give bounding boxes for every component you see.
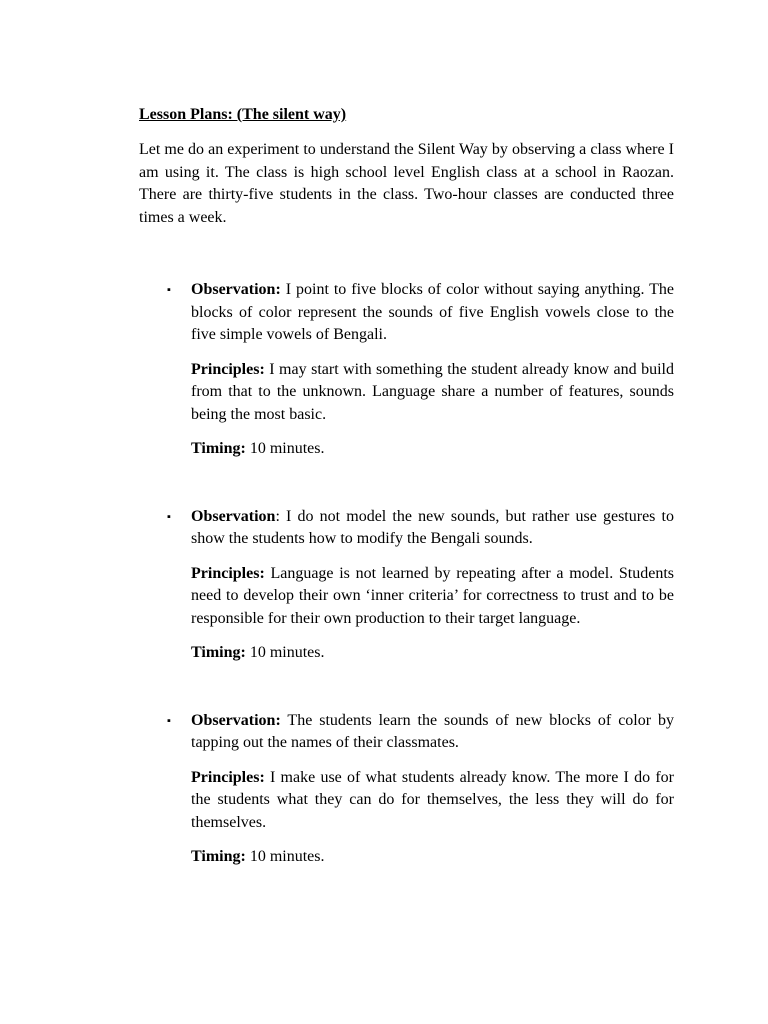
observation-text: The students learn the sounds of new blocks of color by tapping out the names of their classmates. <box>191 711 674 751</box>
principles-text: Language is not learned by repeating after a model. Students need to develop their own ‘inner criteria’ for correctness to trust and to be responsible for their own production to their target language. <box>191 564 674 627</box>
observation-label: Observation: <box>191 711 281 729</box>
square-bullet-icon: ▪ <box>167 714 171 727</box>
principles-paragraph <box>191 563 674 631</box>
timing-paragraph <box>191 438 674 461</box>
observation-paragraph <box>191 279 674 347</box>
square-bullet-icon: ▪ <box>167 284 171 296</box>
timing-label: Timing: <box>191 440 246 457</box>
observation-label: Observation <box>191 507 276 525</box>
lesson-step-1 <box>139 279 674 461</box>
document-page <box>139 103 674 869</box>
principles-label: Principles: <box>191 564 265 582</box>
timing-label: Timing: <box>191 848 246 865</box>
principles-paragraph <box>191 767 674 835</box>
observation-text: I point to five blocks of color without saying anything. The blocks of color represent the sounds of five English vowels close to the five simple vowels of Bengali. <box>191 281 674 343</box>
observation-paragraph <box>191 710 674 755</box>
observation-text: : I do not model the new sounds, but rather use gestures to show the students how to modify the Bengali sounds. <box>191 507 674 547</box>
timing-text: 10 minutes. <box>245 644 325 661</box>
observation-paragraph <box>191 506 674 551</box>
principles-label: Principles: <box>191 768 265 786</box>
timing-text: 10 minutes. <box>245 440 325 457</box>
square-bullet-icon: ▪ <box>167 510 171 523</box>
lesson-step-3 <box>139 710 674 869</box>
page-title: Lesson Plans: (The silent way) <box>139 106 347 123</box>
principles-text: I make use of what students already know. The more I do for the students what they can do for themselves, the less they will do for themselves. <box>191 768 674 831</box>
intro-paragraph: Let me do an experiment to understand the Silent Way by observing a class where I am using it. The class is high school level English class at a school in Raozan. There are thirty-five students in the class. Two-hour classes are conducted three times a week. <box>139 141 674 226</box>
lesson-step-2 <box>139 506 674 665</box>
principles-label: Principles: <box>191 360 265 378</box>
timing-label: Timing: <box>191 644 246 661</box>
principles-paragraph <box>191 359 674 427</box>
timing-paragraph <box>191 642 674 665</box>
observation-label: Observation: <box>191 281 281 298</box>
principles-text: I may start with something the student already know and build from that to the unknown. Language share a number of features, sounds being the most basic. <box>191 360 674 423</box>
timing-paragraph <box>191 846 674 869</box>
timing-text: 10 minutes. <box>245 848 325 865</box>
